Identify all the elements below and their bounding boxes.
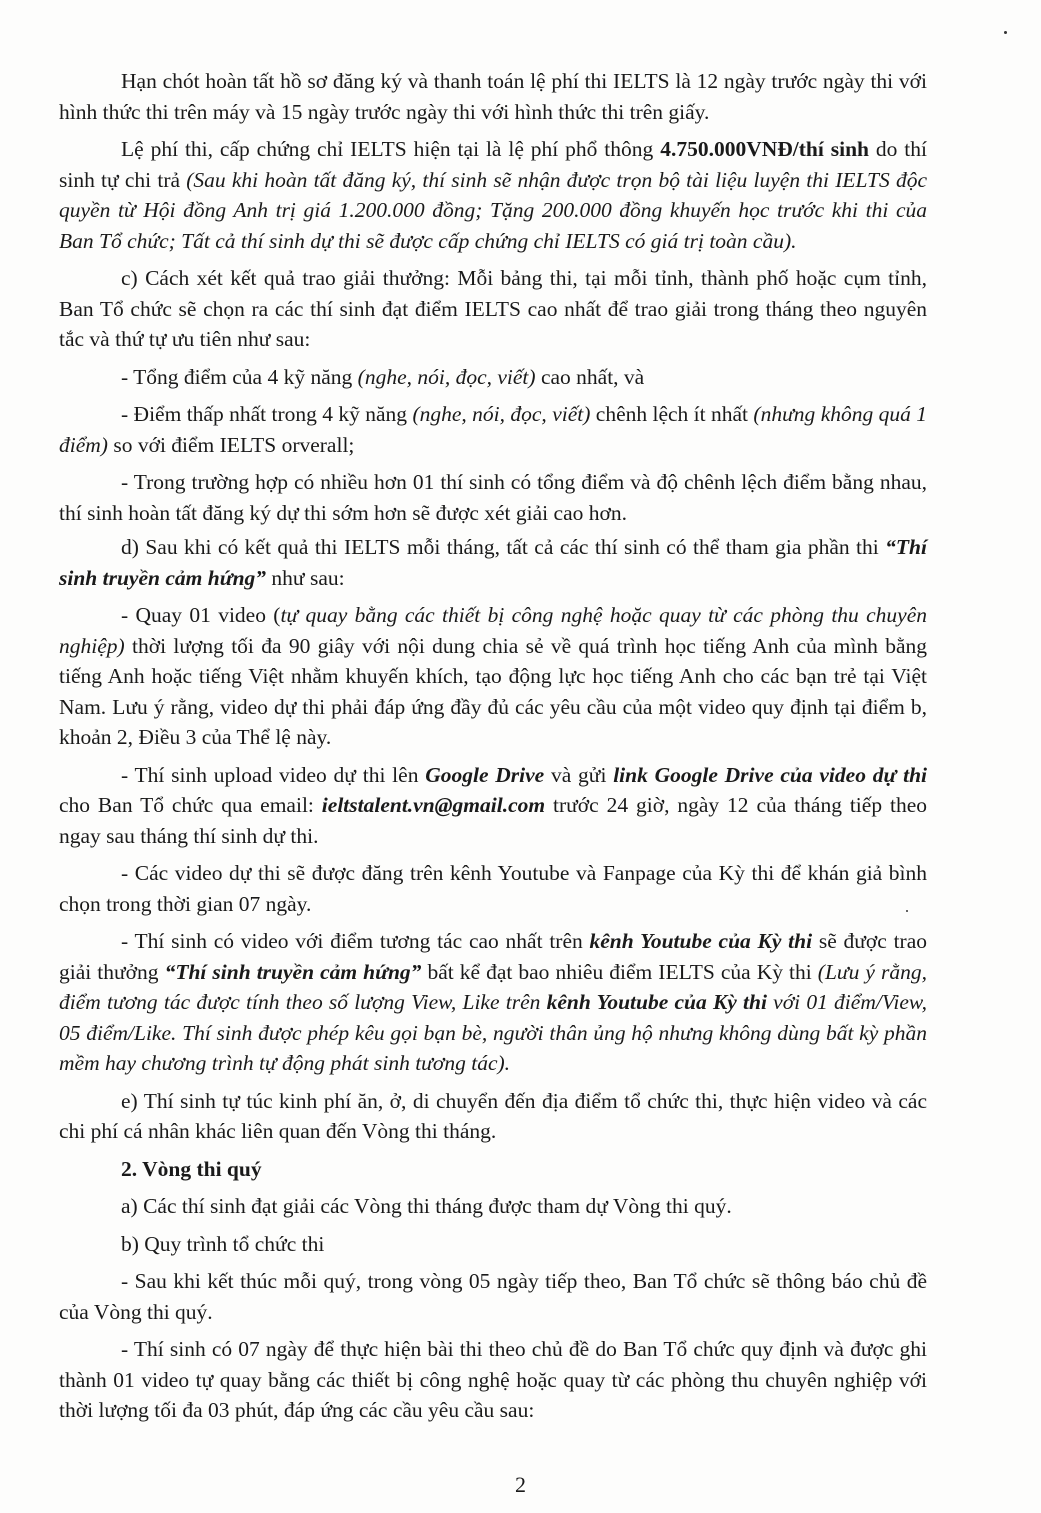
text-run: thời lượng tối đa 90 giây với nội dung chia sẻ về quá trình học tiếng Anh của mình bằng tiếng Anh hoặc tiếng Việt nhằm khuyến khích, tạo động lực học tiếng Anh cho các bạn trẻ tại Việt Nam. Lưu ý rằng, video dự thi phải đáp ứng đầy đủ các yêu cầu của một video quy định tại điểm b, khoản 2, Điều 3 của Thể lệ này.: [59, 633, 927, 749]
paragraph-p10: [59, 858, 927, 919]
text-run: - Các video dự thi sẽ được đăng trên kênh Youtube và Fanpage của Kỳ thi để khán giả bình chọn trong thời gian 07 ngày.: [59, 861, 927, 916]
text-run: d) Sau khi có kết quả thi IELTS mỗi tháng, tất cả các thí sinh có thể tham gia phần thi: [121, 535, 886, 559]
paragraph-p8: [59, 600, 927, 753]
text-run: - Thí sinh upload video dự thi lên: [121, 762, 426, 787]
text-run: - Quay 01 video (: [121, 603, 281, 627]
text-run: e) Thí sinh tự túc kinh phí ăn, ở, di chuyển đến địa điểm tổ chức thi, thực hiện video và các chi phí cá nhân khác liên quan đến Vòng thi tháng.: [59, 1088, 927, 1143]
text-run: link Google Drive của video dự thi: [613, 762, 927, 787]
text-run: như sau:: [266, 565, 345, 590]
text-run: Hạn chót hoàn tất hồ sơ đăng ký và thanh toán lệ phí thi IELTS là 12 ngày trước ngày thi với hình thức thi trên máy và 15 ngày trước ngày thi với hình thức thi trên giấy.: [59, 69, 927, 124]
text-run: (nghe, nói, đọc, viết): [412, 402, 591, 426]
text-run: a) Các thí sinh đạt giải các Vòng thi tháng được tham dự Vòng thi quý.: [121, 1194, 732, 1218]
paragraph-p16: [59, 1266, 927, 1327]
paragraph-p17: [59, 1334, 927, 1426]
text-run: ieltstalent.vn@gmail.com: [321, 793, 546, 817]
document-body: [59, 66, 927, 1433]
text-run: 4.750.000VNĐ/thí sinh: [660, 137, 869, 161]
text-run: (nghe, nói, đọc, viết): [357, 364, 536, 389]
text-run: sẽ được trao giải thưởng: [59, 929, 927, 984]
text-run: - Trong trường hợp có nhiều hơn 01 thí sinh có tổng điểm và độ chênh lệch điểm bằng nhau, thí sinh hoàn tất đăng ký dự thi sớm hơn sẽ được xét giải cao hơn.: [59, 470, 927, 525]
text-run: với 01 điểm/View, 05 điểm/Like. Thí sinh được phép kêu gọi bạn bè, người thân ủng hộ nhưng không dùng bất kỳ phần mềm hay chương trình tự động phát sinh tương tác).: [59, 990, 928, 1075]
text-run: trước 24 giờ, ngày 12 của tháng tiếp theo ngay sau tháng thí sinh dự thi.: [59, 793, 927, 848]
text-run: kênh Youtube của Kỳ thi: [589, 929, 813, 953]
text-run: - Sau khi kết thúc mỗi quý, trong vòng 05 ngày tiếp theo, Ban Tổ chức sẽ thông báo chủ đề của Vòng thi quý.: [59, 1269, 927, 1324]
scan-speck: [1004, 31, 1007, 34]
text-run: b) Quy trình tổ chức thi: [121, 1231, 325, 1256]
text-run: - Tổng điểm của 4 kỹ năng: [121, 364, 358, 389]
text-run: c) Cách xét kết quả trao giải thưởng: Mỗi bảng thi, tại mỗi tỉnh, thành phố hoặc cụm tỉnh, Ban Tổ chức sẽ chọn ra các thí sinh đạt điểm IELTS cao nhất để trao giải trong tháng theo nguyên tắc và thứ tự ưu tiên như sau:: [59, 266, 927, 351]
text-run: chênh lệch ít nhất: [590, 402, 754, 426]
page-number: 2: [515, 1472, 526, 1497]
text-run: “Thí sinh truyền cảm hứng”: [164, 959, 422, 984]
paragraph-p1: [59, 66, 927, 127]
text-run: cho Ban Tổ chức qua email:: [59, 793, 322, 817]
paragraph-p6: [59, 467, 927, 528]
text-run: cao nhất, và: [535, 364, 645, 389]
text-run: bất kể đạt bao nhiêu điểm IELTS của Kỳ thi: [421, 959, 818, 984]
text-run: - Thí sinh có video với điểm tương tác cao nhất trên: [121, 929, 590, 953]
paragraph-p2: [59, 134, 927, 256]
paragraph-p9: [59, 760, 927, 852]
text-run: so với điểm IELTS orverall;: [107, 432, 355, 457]
paragraph-p7: [59, 532, 927, 593]
text-run: 2. Vòng thi quý: [121, 1156, 262, 1181]
paragraph-p13: [59, 1154, 927, 1185]
paragraph-p11: [59, 926, 927, 1079]
paragraph-p3: [59, 263, 927, 355]
text-run: - Điểm thấp nhất trong 4 kỹ năng: [121, 402, 413, 426]
text-run: (nhưng không quá 1 điểm): [59, 402, 927, 457]
paragraph-p4: [59, 362, 927, 393]
text-run: kênh Youtube của Kỳ thi: [546, 990, 767, 1014]
paragraph-p5: [59, 399, 927, 460]
text-run: (Lưu ý rằng, điểm tương tác được tính theo số lượng View, Like trên: [59, 959, 927, 1014]
text-run: - Thí sinh có 07 ngày để thực hiện bài thi theo chủ đề do Ban Tổ chức quy định và được ghi thành 01 video tự quay bằng các thiết bị công nghệ hoặc quay từ các phòng thu chuyên nghiệp với thời lượng tối đa 03 phút, đáp ứng các cầu yêu cầu sau:: [59, 1337, 927, 1422]
text-run: Lệ phí thi, cấp chứng chỉ IELTS hiện tại là lệ phí phổ thông: [121, 137, 661, 161]
paragraph-p12: [59, 1086, 927, 1147]
text-run: và gửi: [544, 762, 614, 787]
text-run: (Sau khi hoàn tất đăng ký, thí sinh sẽ nhận được trọn bộ tài liệu luyện thi IELTS độc quyền từ Hội đồng Anh trị giá 1.200.000 đồng; Tặng 200.000 đồng khuyến học trước khi thi của Ban Tổ chức; Tất cả thí sinh dự thi sẽ được cấp chứng chỉ IELTS có giá trị toàn cầu).: [59, 167, 927, 253]
text-run: do thí sinh tự chi trả: [59, 137, 928, 192]
text-run: Google Drive: [425, 762, 545, 787]
paragraph-p15: [59, 1229, 927, 1260]
paragraph-p14: [59, 1191, 927, 1222]
text-run: “Thí sinh truyền cảm hứng”: [59, 535, 927, 590]
text-run: tự quay bằng các thiết bị công nghệ hoặc quay từ các phòng thu chuyên nghiệp): [59, 603, 927, 658]
